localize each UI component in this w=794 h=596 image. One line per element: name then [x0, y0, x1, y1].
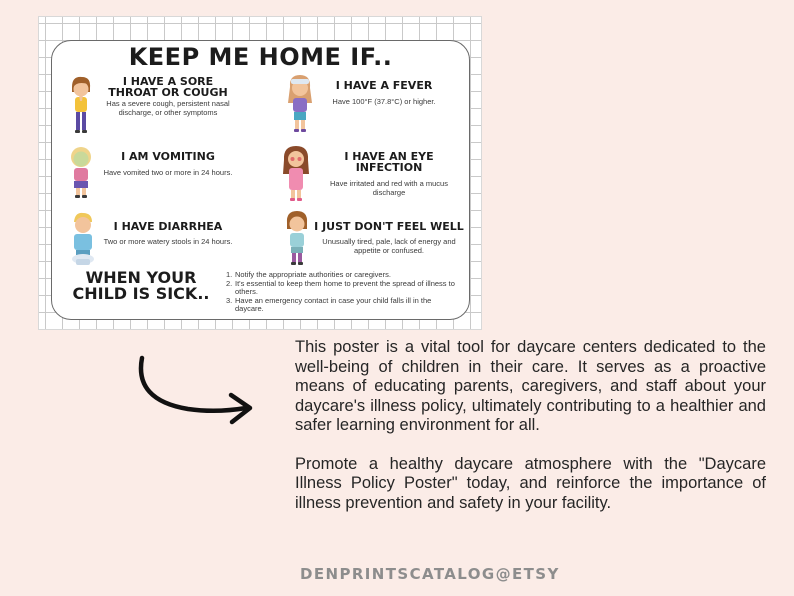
step-number: 2.	[226, 278, 233, 288]
item-heading: I HAVE DIARRHEA	[113, 220, 223, 233]
item-text: Has a severe cough, persistent nasal discharge, or other symptoms	[106, 99, 230, 117]
step-text: Notify the appropriate authorities or caregivers.	[235, 270, 391, 279]
poster-item-fever	[314, 80, 454, 107]
diarrhea-child-illustration	[68, 211, 98, 267]
item-text: Have 100°F (37.8°C) or higher.	[332, 97, 436, 106]
step-number: 1.	[226, 270, 233, 279]
item-heading: I AM VOMITING	[121, 150, 215, 163]
item-heading: I HAVE AN EYE INFECTION	[344, 150, 434, 174]
poster-card	[51, 40, 470, 320]
step-item	[226, 297, 462, 314]
poster-item-vomiting	[98, 151, 238, 178]
unwell-child-illustration	[282, 209, 312, 267]
sick-steps-list	[226, 271, 462, 314]
shop-credit: DENPRINTSCATALOG@ETSY	[300, 565, 560, 583]
poster-item-unwell	[314, 221, 464, 255]
item-heading: I JUST DON'T FEEL WELL	[314, 220, 464, 233]
description-paragraph: This poster is a vital tool for daycare centers dedicated to the well-being of children in their care. It serves as a proactive means of educating parents, caregivers, and staff about your daycare's illness policy, ultimately contributing to a healthier and safer learning environment for all.	[295, 338, 766, 434]
item-text: Have irritated and red with a mucus discharge	[330, 179, 448, 197]
item-text: Have vomited two or more in 24 hours.	[103, 168, 233, 177]
poster-item-eye-infection	[314, 151, 464, 197]
product-description	[295, 338, 766, 513]
eye-infection-child-illustration	[280, 144, 312, 202]
description-paragraph: Promote a healthy daycare atmosphere with the "Daycare Illness Policy Poster" today, and reinforce the importance of illness prevention and safety in your facility.	[295, 454, 766, 512]
poster-item-sore-throat	[98, 76, 238, 117]
illness-policy-poster	[38, 16, 482, 330]
fever-child-illustration	[284, 73, 316, 135]
when-sick-title: WHEN YOUR CHILD IS SICK..	[72, 268, 210, 303]
poster-title: KEEP ME HOME IF..	[128, 43, 393, 71]
step-text: Have an emergency contact in case your child falls ill in the daycare.	[235, 295, 432, 313]
item-text: Unusually tired, pale, lack of energy and appetite or confused.	[322, 237, 456, 255]
step-text: It's essential to keep them home to prevent the spread of illness to others.	[235, 278, 455, 296]
item-heading: I HAVE A SORE THROAT OR COUGH	[108, 75, 228, 99]
poster-item-diarrhea	[98, 221, 238, 247]
item-text: Two or more watery stools in 24 hours.	[103, 237, 233, 246]
step-item	[226, 280, 462, 297]
step-number: 3.	[226, 295, 233, 305]
curved-arrow-icon	[130, 352, 260, 432]
vomiting-child-illustration	[66, 144, 96, 200]
sore-throat-child-illustration	[66, 75, 96, 137]
item-heading: I HAVE A FEVER	[335, 79, 433, 92]
